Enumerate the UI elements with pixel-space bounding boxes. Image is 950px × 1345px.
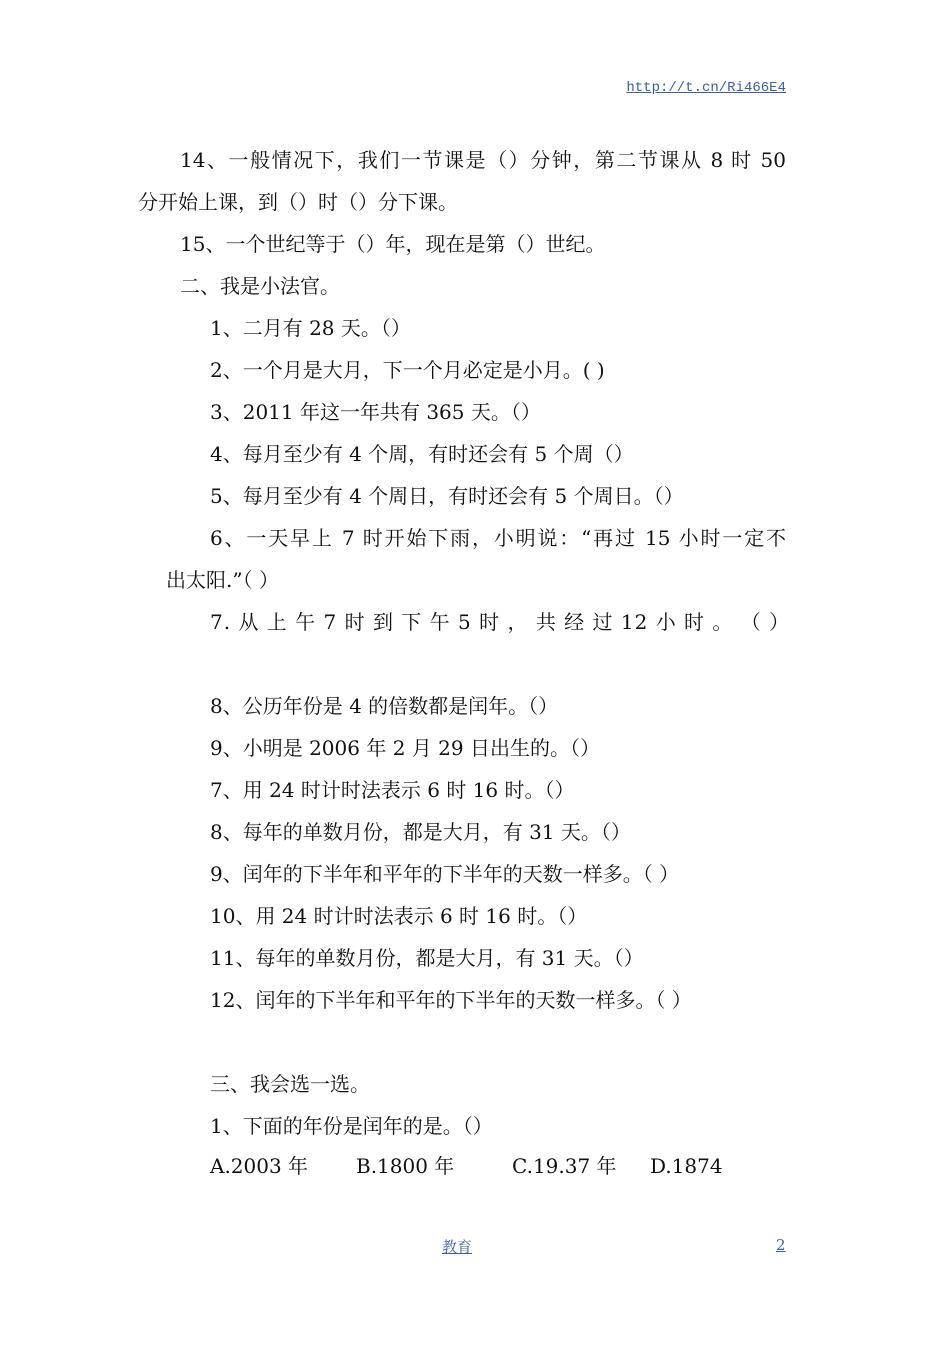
judge-item-5: 5、每月至少有 4 个周日，有时还会有 5 个周日。（） bbox=[210, 484, 684, 508]
judge-item-3: 3、2011 年这一年共有 365 天。（） bbox=[210, 400, 541, 424]
judge-item-2: 2、一个月是大月，下一个月必定是小月。( ) bbox=[210, 358, 605, 382]
judge-item-11: 11、每年的单数月份，都是大月，有 31 天。（） bbox=[210, 946, 644, 970]
choice-item-1: 1、下面的年份是闰年的是。（） bbox=[210, 1114, 493, 1138]
judge-item-12: 12、闰年的下半年和平年的下半年的天数一样多。（ ） bbox=[210, 988, 692, 1012]
footer-link[interactable]: 教育 bbox=[442, 1238, 473, 1256]
judge-item-8a: 8、公历年份是 4 的倍数都是闰年。（） bbox=[210, 694, 559, 718]
judge-item-9a: 9、小明是 2006 年 2 月 29 日出生的。（） bbox=[210, 736, 600, 760]
judge-item-9b: 9、闰年的下半年和平年的下半年的天数一样多。（ ） bbox=[210, 862, 680, 886]
option-d: D.1874 bbox=[650, 1154, 723, 1178]
question-14-line-1: 14、一般情况下，我们一节课是（）分钟，第二节课从 8 时 50 bbox=[180, 148, 786, 172]
judge-item-6-line-1: 6、一天早上 7 时开始下雨，小明说：“再过 15 小时一定不 bbox=[210, 526, 786, 550]
judge-item-7b: 7、用 24 时计时法表示 6 时 16 时。（） bbox=[210, 778, 575, 802]
option-b: B.1800 年 bbox=[356, 1154, 455, 1178]
header-link[interactable]: http://t.cn/Ri466E4 bbox=[626, 80, 786, 96]
judge-item-8b: 8、每年的单数月份，都是大月，有 31 天。（） bbox=[210, 820, 631, 844]
judge-item-4: 4、每月至少有 4 个周，有时还会有 5 个周（） bbox=[210, 442, 634, 466]
question-15: 15、一个世纪等于（）年，现在是第（）世纪。 bbox=[180, 232, 606, 256]
judge-item-10: 10、用 24 时计时法表示 6 时 16 时。（） bbox=[210, 904, 588, 928]
option-c: C.19.37 年 bbox=[512, 1154, 617, 1178]
judge-item-6-line-2: 出太阳.”（ ） bbox=[166, 568, 279, 592]
section-3-heading: 三、我会选一选。 bbox=[210, 1072, 370, 1096]
judge-item-1: 1、二月有 28 天。（） bbox=[210, 316, 411, 340]
page-number: 2 bbox=[776, 1236, 786, 1254]
question-14-line-2: 分开始上课，到（）时（）分下课。 bbox=[138, 190, 458, 214]
judge-item-7a: 7. 从 上 午 7 时 到 下 午 5 时 ， 共 经 过 12 小 时 。 （ ） bbox=[210, 610, 791, 634]
section-2-heading: 二、我是小法官。 bbox=[180, 274, 340, 298]
option-a: A.2003 年 bbox=[210, 1154, 309, 1178]
